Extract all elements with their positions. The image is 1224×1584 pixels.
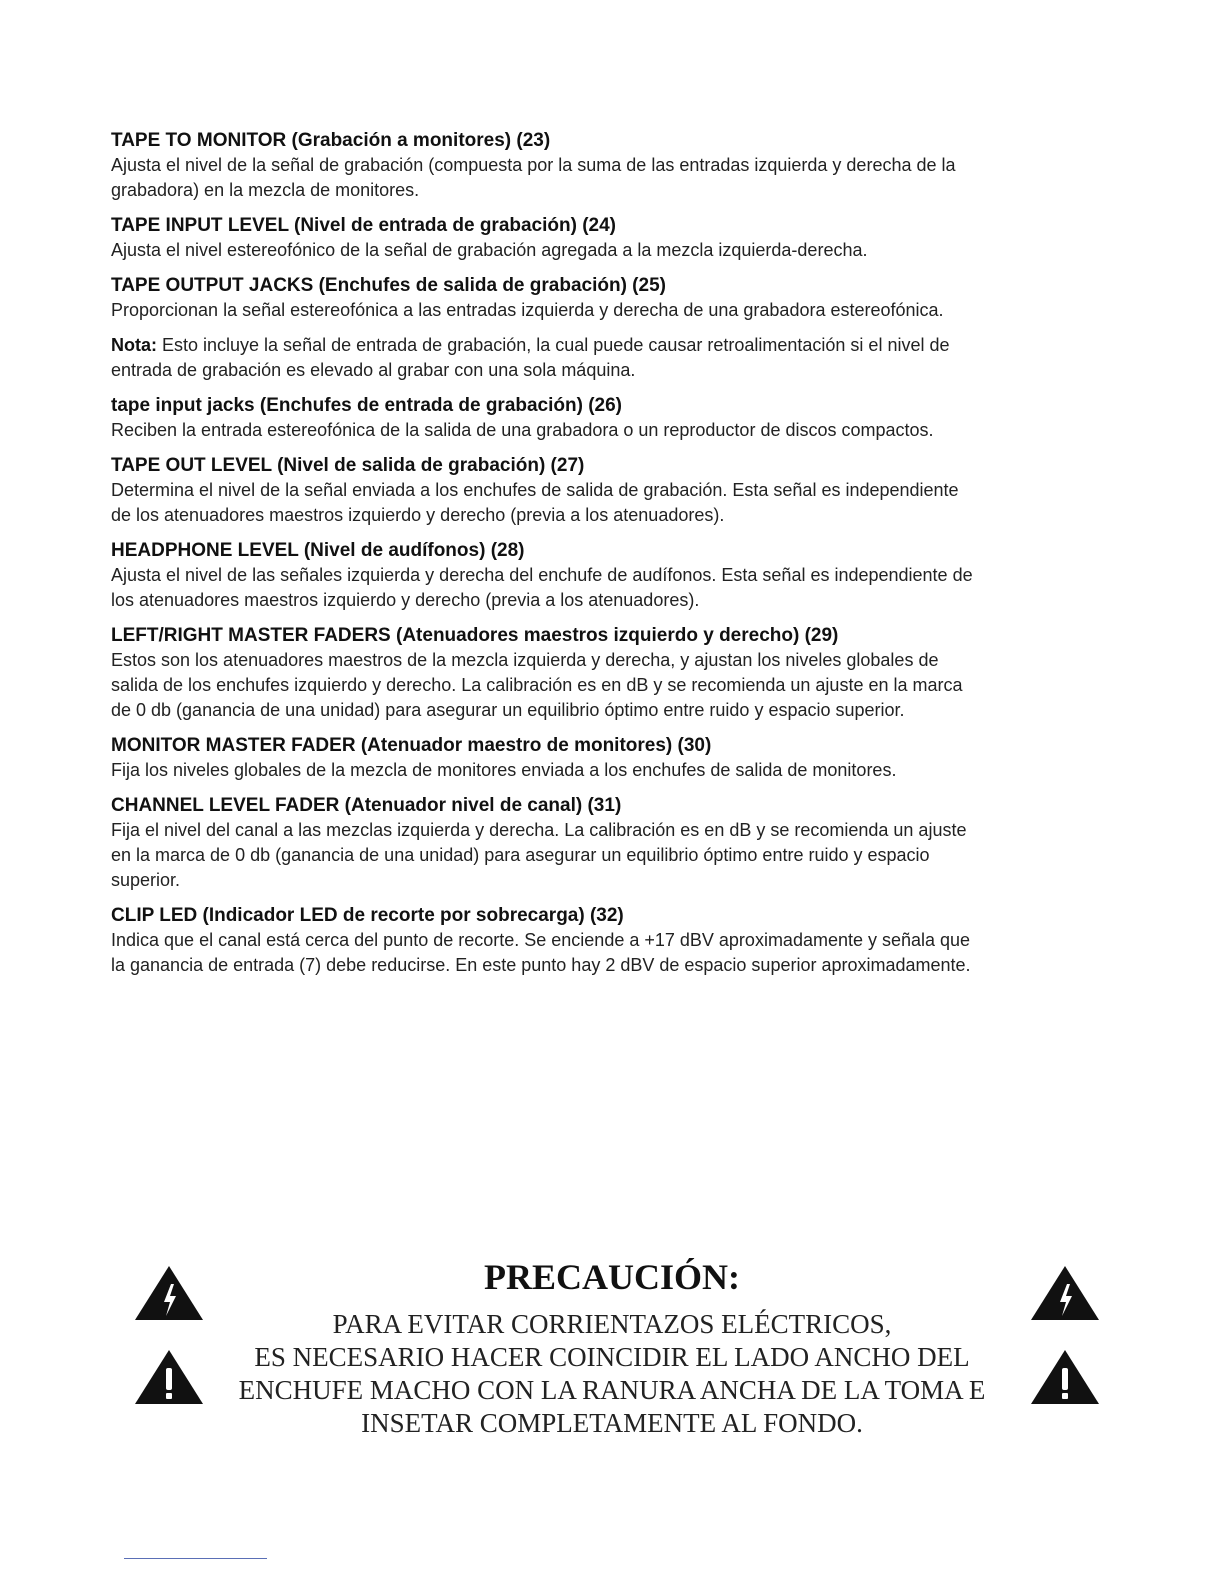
footer-divider [124,1558,267,1559]
section-text: Ajusta el nivel de la señal de grabación (compuesta por la suma de las entradas izquierda y derecha de la grabadora) en la mezcla de monitores. [111,155,956,200]
section-text: Ajusta el nivel estereofónico de la señal de grabación agregada a la mezcla izquierda-derecha. [111,240,868,260]
section-heading: tape input jacks (Enchufes de entrada de grabación) (26) [111,395,623,416]
caution-title: PRECAUCIÓN: [484,1257,740,1297]
section-heading: CHANNEL LEVEL FADER (Atenuador nivel de canal) (31) [111,795,622,816]
section-heading: MONITOR MASTER FADER (Atenuador maestro de monitores) (30) [111,735,712,756]
section-heading: TAPE OUTPUT JACKS (Enchufes de salida de grabación) (25) [111,275,666,296]
section-text: Proporcionan la señal estereofónica a las entradas izquierda y derecha de una grabadora estereofónica. [111,300,944,320]
section-tape-input-level [111,213,1111,263]
section-heading: CLIP LED (Indicador LED de recorte por sobrecarga) (32) [111,905,624,926]
section-channel-level-fader [111,793,1111,893]
section-heading: HEADPHONE LEVEL (Nivel de audífonos) (28) [111,540,525,561]
caution-text: PARA EVITAR CORRIENTAZOS ELÉCTRICOS, ES NECESARIO HACER COINCIDIR EL LADO ANCHO DEL ENCHUFE MACHO CON LA RANURA ANCHA DE LA TOMA E INSETAR COMPLETAMENTE AL FONDO. [238,1309,986,1438]
exclamation-warning-icon [1029,1348,1101,1406]
section-text: Reciben la entrada estereofónica de la salida de una grabadora o un reproductor de discos compactos. [111,420,934,440]
section-heading: TAPE INPUT LEVEL (Nivel de entrada de grabación) (24) [111,215,617,236]
section-left-right-master-faders [111,623,1111,723]
section-heading: TAPE OUT LEVEL (Nivel de salida de grabación) (27) [111,455,585,476]
document-body [111,128,1111,988]
section-tape-to-monitor [111,128,1111,203]
section-tape-out-level [111,453,1111,528]
note-paragraph: Nota: Esto incluye la señal de entrada de grabación, la cual puede causar retroalimentación si el nivel de entrada de grabación es elevado al grabar con una sola máquina. [111,335,950,380]
section-text: Determina el nivel de la señal enviada a los enchufes de salida de grabación. Esta señal es independiente de los atenuadores maestros izquierdo y derecho (previa a los atenuadores). [111,480,959,525]
section-heading: LEFT/RIGHT MASTER FADERS (Atenuadores maestros izquierdo y derecho) (29) [111,625,839,646]
section-monitor-master-fader [111,733,1111,783]
note-label: Nota: [111,335,157,355]
section-heading: TAPE TO MONITOR (Grabación a monitores) (23) [111,130,551,151]
section-headphone-level [111,538,1111,613]
section-clip-led [111,903,1111,978]
section-text: Ajusta el nivel de las señales izquierda y derecha del enchufe de audífonos. Esta señal es independiente de los atenuadores maestros izquierdo y derecho (previa a los atenuadores). [111,565,973,610]
section-tape-output-jacks [111,273,1111,323]
section-text: Indica que el canal está cerca del punto de recorte. Se enciende a +17 dBV aproximadamente y señala que la ganancia de entrada (7) debe reducirse. En este punto hay 2 dBV de espacio superior aproximadamente. [111,930,971,975]
caution-box [0,1252,1224,1452]
section-text: Fija los niveles globales de la mezcla de monitores enviada a los enchufes de salida de monitores. [111,760,897,780]
exclamation-warning-icon [133,1348,205,1406]
section-text: Estos son los atenuadores maestros de la mezcla izquierda y derecha, y ajustan los niveles globales de salida de los enchufes izquierdo y derecho. La calibración es en dB y se recomienda un ajuste en la marca de 0 db (ganancia de una unidad) para asegurar un equilibrio óptimo entre ruido y espacio superior. [111,650,963,720]
section-tape-input-jacks [111,393,1111,443]
section-text: Fija el nivel del canal a las mezclas izquierda y derecha. La calibración es en dB y se recomienda un ajuste en la marca de 0 db (ganancia de una unidad) para asegurar un equilibrio óptimo entre ruido y espacio superior. [111,820,967,890]
